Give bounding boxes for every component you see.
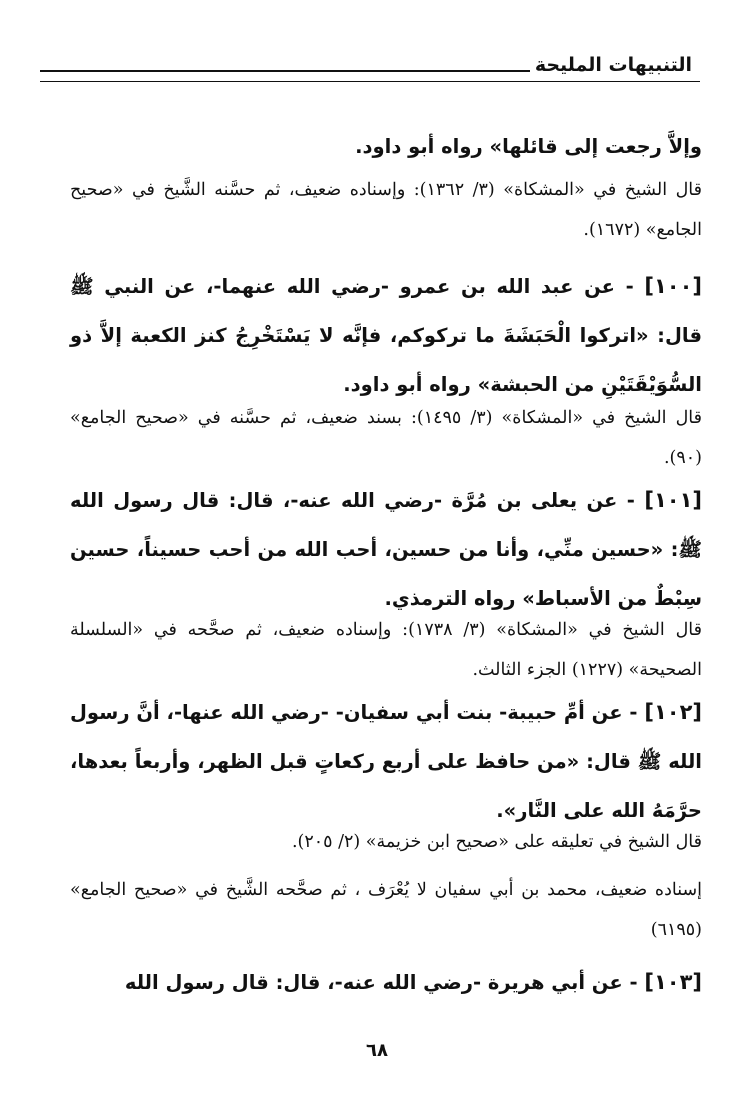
note-text: قال الشيخ في تعليقه على «صحيح ابن خزيمة» (٢/ ٢٠٥). — [291, 832, 702, 852]
paragraph-hadith-continuation — [70, 122, 702, 171]
hadith-number: [١٠١] — [644, 488, 702, 512]
note-mishkat-1738 — [70, 610, 702, 690]
header-title: التنبيهات المليحة — [534, 54, 692, 76]
hadith-text: - عن يعلى بن مُرَّة -رضي الله عنه-، قال: قال رسول الله ﷺ: «حسين منِّي، وأنا من حسين، أحب الله من أحب حسيناً، حسين سِبْطٌ من الأسباط» رواه الترمذي. — [70, 489, 702, 610]
hadith-number: [١٠٠] — [644, 274, 702, 298]
hadith-101 — [70, 476, 702, 623]
header-rule-bottom — [40, 81, 700, 82]
note-mishkat-1362 — [70, 170, 702, 250]
hadith-text: - عن عبد الله بن عمرو -رضي الله عنهما-، عن النبي ﷺ قال: «اتركوا الْحَبَشَةَ ما تركوكم، فإنَّه لا يَسْتَخْرِجُ كنز الكعبة إلاَّ ذو السُّوَيْقَتَيْنِ من الحبشة» رواه أبو داود. — [70, 275, 702, 396]
note-text: قال الشيخ في «المشكاة» (٣/ ١٤٩٥): بسند ضعيف، ثم حسَّنه في «صحيح الجامع» (٩٠). — [70, 408, 702, 468]
note-ibn-khuzayma — [70, 822, 702, 862]
note-isnad-weak — [70, 870, 702, 950]
header-rule-top — [40, 70, 530, 72]
note-text: إسناده ضعيف، محمد بن أبي سفيان لا يُعْرَف ، ثم صحَّحه الشَّيخ في «صحيح الجامع» (٦١٩٥) — [70, 880, 702, 940]
running-header — [40, 54, 700, 88]
note-mishkat-1495 — [70, 398, 702, 478]
hadith-number: [١٠٣] — [644, 970, 702, 994]
note-text: قال الشيخ في «المشكاة» (٣/ ١٣٦٢): وإسناده ضعيف، ثم حسَّنه الشَّيخ في «صحيح الجامع» (١٦٧٢). — [70, 180, 702, 240]
hadith-100 — [70, 262, 702, 409]
page-number: ٦٨ — [366, 1040, 388, 1061]
hadith-number: [١٠٢] — [644, 700, 702, 724]
hadith-text: - عن أبي هريرة -رضي الله عنه-، قال: قال رسول الله — [124, 971, 645, 994]
hadith-text: - عن أمِّ حبيبة- بنت أبي سفيان- -رضي الله عنها-، أنَّ رسول الله ﷺ قال: «من حافظ على أربع ركعاتٍ قبل الظهر، وأربعاً بعدها، حرَّمَهُ الله على النَّار». — [70, 701, 702, 822]
hadith-103 — [70, 958, 702, 1007]
note-text: قال الشيخ في «المشكاة» (٣/ ١٧٣٨): وإسناده ضعيف، ثم صحَّحه في «السلسلة الصحيحة» (١٢٢٧) الجزء الثالث. — [70, 620, 702, 680]
hadith-102 — [70, 688, 702, 835]
paragraph-text: وإلاَّ رجعت إلى قائلها» رواه أبو داود. — [355, 135, 702, 158]
